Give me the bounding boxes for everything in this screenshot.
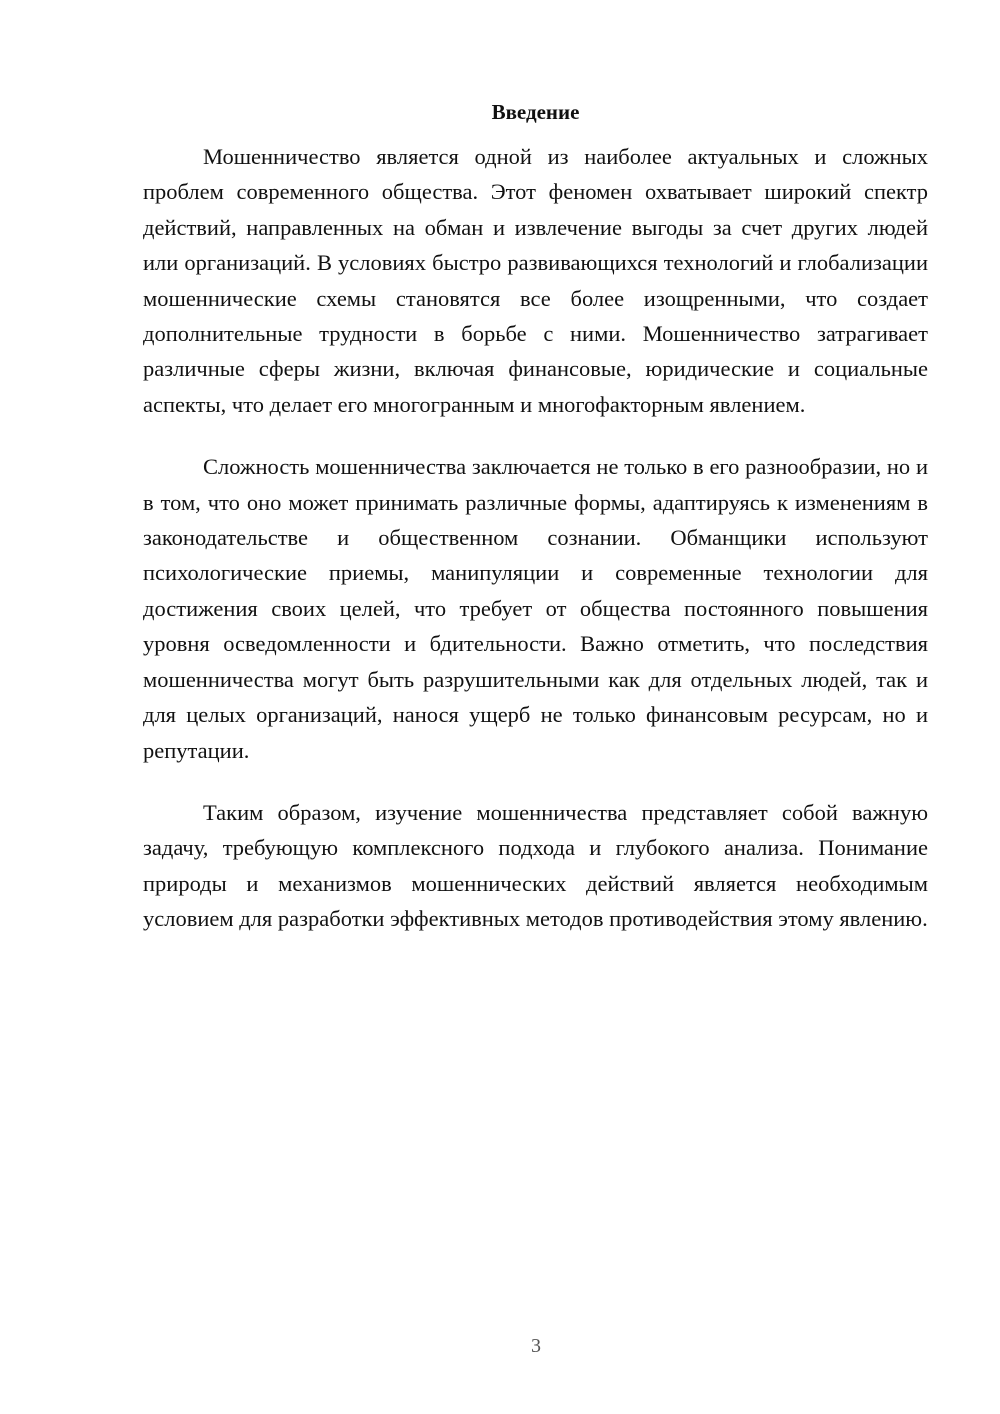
page-content (143, 97, 928, 964)
paragraph-2: Сложность мошенничества заключается не только в его разнообразии, но и в том, что оно может принимать различные формы, адаптируясь к изменениям в законодательстве и общественном сознании. Обманщики используют психологические приемы, манипуляции и современные технологии для достижения своих целей, что требует от общества постоянного повышения уровня осведомленности и бдительности. Важно отметить, что последствия мошенничества могут быть разрушительными как для отдельных людей, так и для целых организаций, нанося ущерб не только финансовым ресурсам, но и репутации. (143, 454, 928, 763)
section-title: Введение (491, 100, 580, 124)
page-number: 3 (531, 1335, 541, 1357)
paragraph-3: Таким образом, изучение мошенничества представляет собой важную задачу, требующую комплексного подхода и глубокого анализа. Понимание природы и механизмов мошеннических действий является необходимым условием для разработки эффективных методов противодействия этому явлению. (143, 799, 928, 932)
paragraph-1: Мошенничество является одной из наиболее актуальных и сложных проблем современного общества. Этот феномен охватывает широкий спектр действий, направленных на обман и извлечение выгоды за счет других людей или организаций. В условиях быстро развивающихся технологий и глобализации мошеннические схемы становятся все более изощренными, что создает дополнительные трудности в борьбе с ними. Мошенничество затрагивает различные сферы жизни, включая финансовые, юридические и социальные аспекты, что делает его многогранным и многофакторным явлением. (143, 144, 928, 417)
